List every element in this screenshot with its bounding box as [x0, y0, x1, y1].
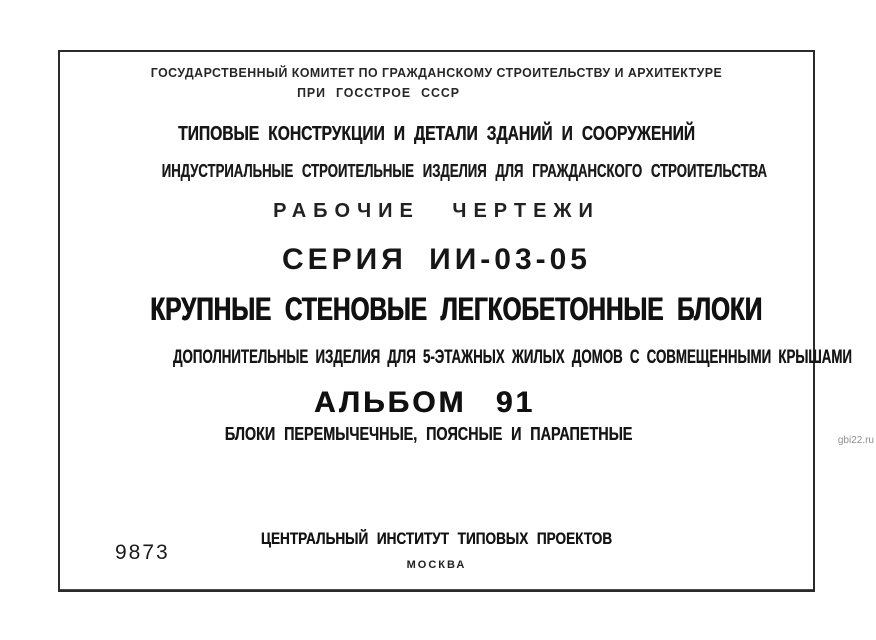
document-type-label: РАБОЧИЕ ЧЕРТЕЖИ: [273, 200, 600, 222]
album-title: АЛЬБОМ 91: [313, 386, 536, 419]
album-subtitle: БЛОКИ ПЕРЕМЫЧЕЧНЫЕ, ПОЯСНЫЕ И ПАРАПЕТНЫЕ: [224, 424, 633, 444]
main-subtitle: ДОПОЛНИТЕЛЬНЫЕ ИЗДЕЛИЯ ДЛЯ 5-ЭТАЖНЫХ ЖИЛЫХ ДОМОВ С СОВМЕЩЕННЫМИ КРЫШАМИ: [172, 347, 852, 368]
committee-name-line1: ГОСУДАРСТВЕННЫЙ КОМИТЕТ ПО ГРАЖДАНСКОМУ СТРОИТЕЛЬСТВУ И АРХИТЕКТУРЕ: [150, 65, 723, 80]
series-heading: ТИПОВЫЕ КОНСТРУКЦИИ И ДЕТАЛИ ЗДАНИЙ И СООРУЖЕНИЙ: [178, 123, 695, 145]
publisher-city: МОСКВА: [406, 559, 467, 571]
publisher-name: ЦЕНТРАЛЬНЫЙ ИНСТИТУТ ТИПОВЫХ ПРОЕКТОВ: [260, 529, 613, 548]
inventory-number: 9873: [115, 541, 170, 564]
industry-products-line: ИНДУСТРИАЛЬНЫЕ СТРОИТЕЛЬНЫЕ ИЗДЕЛИЯ ДЛЯ ГРАЖДАНСКОГО СТРОИТЕЛЬСТВА: [161, 161, 767, 181]
site-watermark: gbi22.ru: [837, 435, 874, 446]
committee-name-line2: ПРИ ГОССТРОЕ СССР: [297, 85, 460, 100]
series-number: СЕРИЯ ИИ-03-05: [282, 243, 591, 276]
page-border-frame: [58, 50, 852, 592]
main-title: КРУПНЫЕ СТЕНОВЫЕ ЛЕГКОБЕТОННЫЕ БЛОКИ: [150, 291, 763, 327]
